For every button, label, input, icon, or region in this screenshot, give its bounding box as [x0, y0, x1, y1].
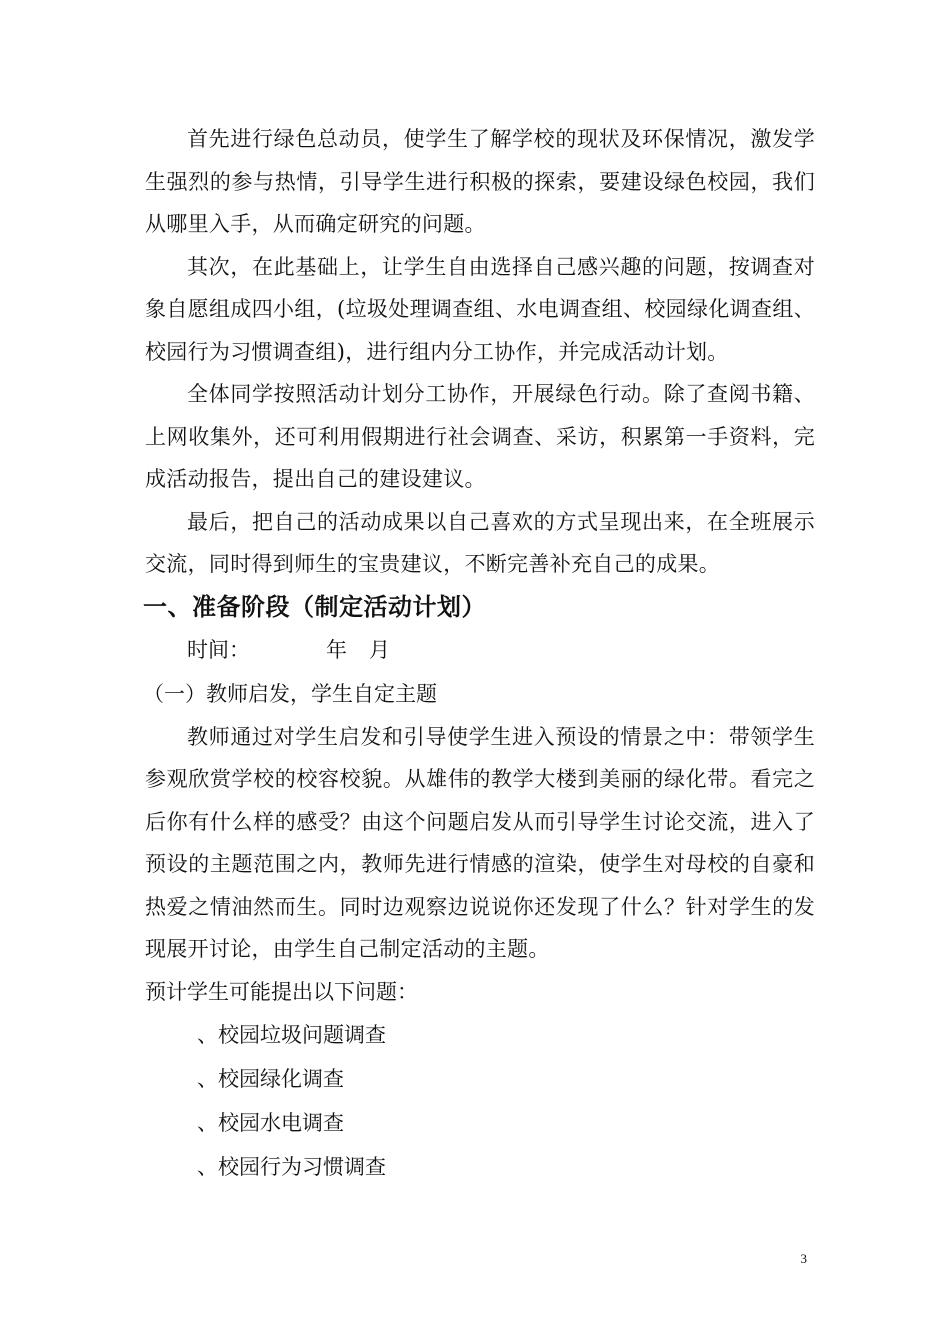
section-heading: 一、准备阶段（制定活动计划） [143, 591, 486, 621]
list-item: 、校园行为习惯调查 [197, 1154, 386, 1179]
list-item: 、校园水电调查 [197, 1110, 344, 1135]
list-item: 、校园绿化调查 [197, 1066, 344, 1091]
time-label: 时间： [187, 637, 250, 662]
topic-list [145, 1013, 815, 1189]
body-paragraph: 教师通过对学生启发和引导使学生进入预设的情景之中：带领学生参观欣赏学校的校容校貌。从雄伟的教学大楼到美丽的绿化带。看完之后你有什么样的感受？由这个问题启发从而引导学生讨论交流，进入了预设的主题范围之内，教师先进行情感的渲染，使学生对母校的自豪和热爱之情油然而生。同时边观察边说说你还发现了什么？针对学生的发现展开讨论，由学生自己制定活动的主题。 [145, 724, 815, 961]
intro-paragraph-3: 全体同学按照活动计划分工协作，开展绿色行动。除了查阅书籍、上网收集外，还可利用假期进行社会调查、采访，积累第一手资料，完成活动报告，提出自己的建设建议。 [145, 382, 815, 491]
page-number: 3 [800, 1251, 807, 1266]
subsection-heading: （一）教师启发，学生自定主题 [143, 681, 437, 706]
prediction-intro: 预计学生可能提出以下问题： [145, 979, 418, 1004]
intro-paragraph-1: 首先进行绿色总动员，使学生了解学校的现状及环保情况，激发学生强烈的参与热情，引导学生进行积极的探索，要建设绿色校园，我们从哪里入手，从而确定研究的问题。 [145, 127, 815, 236]
intro-paragraph-2: 其次，在此基础上，让学生自由选择自己感兴趣的问题，按调查对象自愿组成四小组，(垃圾处理调查组、水电调查组、校园绿化调查组、校园行为习惯调查组)，进行组内分工协作，并完成活动计划。 [145, 254, 815, 364]
time-year: 年 [326, 637, 347, 662]
time-line [145, 628, 815, 672]
page-content [145, 118, 815, 1189]
intro-paragraph-4: 最后，把自己的活动成果以自己喜欢的方式呈现出来，在全班展示交流，同时得到师生的宝贵建议，不断完善补充自己的成果。 [145, 509, 815, 576]
time-month: 月 [369, 637, 390, 662]
list-item: 、校园垃圾问题调查 [197, 1022, 386, 1047]
